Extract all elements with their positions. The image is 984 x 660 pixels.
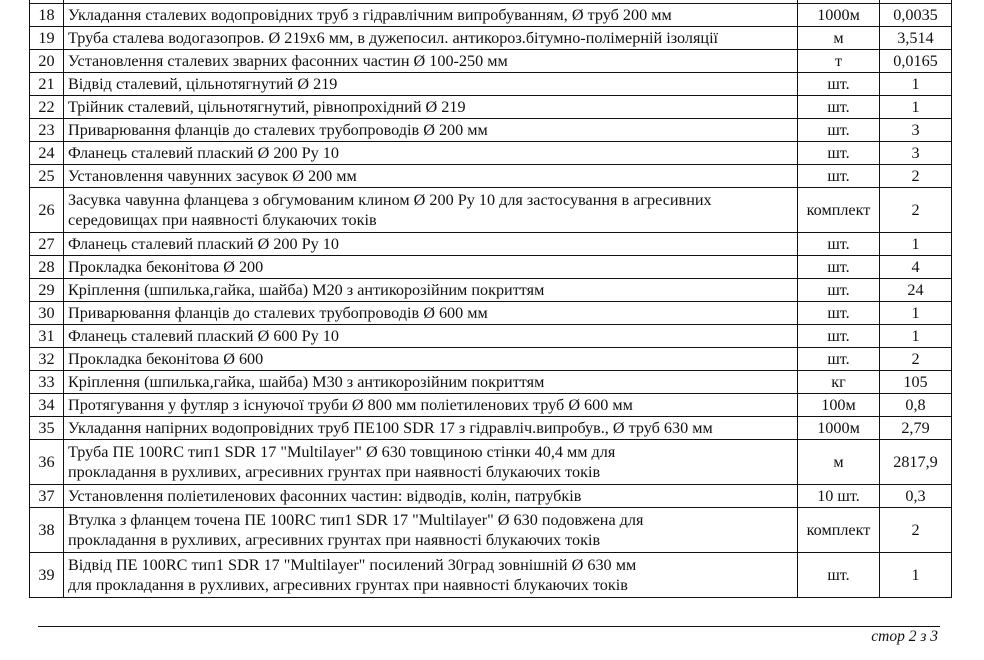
row-quantity: 1 bbox=[880, 302, 952, 325]
row-quantity: 24 bbox=[880, 279, 952, 302]
row-quantity: 0,0035 bbox=[880, 4, 952, 27]
row-number: 21 bbox=[30, 73, 64, 96]
table-row bbox=[30, 394, 952, 417]
row-number: 28 bbox=[30, 256, 64, 279]
row-quantity: 2 bbox=[880, 188, 952, 233]
row-number: 36 bbox=[30, 440, 64, 485]
row-number: 35 bbox=[30, 417, 64, 440]
row-number: 20 bbox=[30, 50, 64, 73]
table-row bbox=[30, 485, 952, 508]
table-row bbox=[30, 508, 952, 553]
row-unit: шт. bbox=[798, 553, 880, 598]
table-row bbox=[30, 188, 952, 233]
row-unit: шт. bbox=[798, 96, 880, 119]
row-description bbox=[64, 50, 798, 73]
row-description bbox=[64, 142, 798, 165]
description-line: для прокладання в рухливих, агресивних грунтах при наявності блукаючих токів bbox=[68, 576, 628, 594]
row-unit: м bbox=[798, 440, 880, 485]
description-line: Установлення поліетиленових фасонних частин: відводів, колін, патрубків bbox=[68, 487, 582, 505]
row-unit: 1000м bbox=[798, 4, 880, 27]
row-description bbox=[64, 233, 798, 256]
description-line: Кріплення (шпилька,гайка, шайба) М20 з антикорозійним покриттям bbox=[68, 281, 545, 299]
row-unit: шт. bbox=[798, 233, 880, 256]
row-number: 30 bbox=[30, 302, 64, 325]
description-line: Укладання сталевих водопровідних труб з гідравлічним випробуванням, Ø труб 200 мм bbox=[68, 6, 672, 24]
row-unit: шт. bbox=[798, 119, 880, 142]
row-description bbox=[64, 302, 798, 325]
table-row bbox=[30, 279, 952, 302]
row-unit: 1000м bbox=[798, 417, 880, 440]
row-number: 34 bbox=[30, 394, 64, 417]
description-line: Установлення чавунних засувок Ø 200 мм bbox=[68, 167, 357, 185]
table-row bbox=[30, 302, 952, 325]
row-description bbox=[64, 348, 798, 371]
table-row bbox=[30, 50, 952, 73]
row-quantity: 2 bbox=[880, 508, 952, 553]
row-quantity: 4 bbox=[880, 256, 952, 279]
table-row bbox=[30, 165, 952, 188]
row-description bbox=[64, 165, 798, 188]
row-quantity: 2,79 bbox=[880, 417, 952, 440]
description-line: Кріплення (шпилька,гайка, шайба) М30 з антикорозійним покриттям bbox=[68, 373, 545, 391]
description-line: середовищах при наявності блукаючих токів bbox=[68, 211, 377, 229]
row-description bbox=[64, 553, 798, 598]
description-line: Трійник сталевий, цільнотягнутий, рівнопрохідний Ø 219 bbox=[68, 98, 466, 116]
row-quantity: 2 bbox=[880, 348, 952, 371]
description-line: Прокладка беконітова Ø 200 bbox=[68, 258, 264, 276]
description-line: Приварювання фланців до сталевих трубопроводів Ø 600 мм bbox=[68, 304, 488, 322]
row-description bbox=[64, 73, 798, 96]
row-unit: т bbox=[798, 50, 880, 73]
row-unit: комплект bbox=[798, 508, 880, 553]
description-line: Установлення сталевих зварних фасонних частин Ø 100-250 мм bbox=[68, 52, 508, 70]
row-description bbox=[64, 371, 798, 394]
row-description bbox=[64, 440, 798, 485]
table-row bbox=[30, 4, 952, 27]
row-number: 38 bbox=[30, 508, 64, 553]
row-description bbox=[64, 27, 798, 50]
table-row bbox=[30, 233, 952, 256]
table-row bbox=[30, 371, 952, 394]
table-row bbox=[30, 142, 952, 165]
row-number: 33 bbox=[30, 371, 64, 394]
row-number: 23 bbox=[30, 119, 64, 142]
row-description bbox=[64, 394, 798, 417]
row-unit: м bbox=[798, 27, 880, 50]
table-row bbox=[30, 417, 952, 440]
description-line: Прокладка беконітова Ø 600 bbox=[68, 350, 264, 368]
row-description bbox=[64, 188, 798, 233]
description-line: Укладання напірних водопровідних труб ПЕ100 SDR 17 з гідравліч.випробув., Ø труб 630 мм bbox=[68, 419, 713, 437]
row-description bbox=[64, 417, 798, 440]
description-line: Труба сталева водогазопров. Ø 219х6 мм, в дужепосил. антикороз.бітумно-полімерній ізоляції bbox=[68, 29, 719, 47]
row-number: 25 bbox=[30, 165, 64, 188]
table-row bbox=[30, 440, 952, 485]
row-unit: шт. bbox=[798, 142, 880, 165]
row-number: 27 bbox=[30, 233, 64, 256]
row-quantity: 1 bbox=[880, 73, 952, 96]
table-row bbox=[30, 325, 952, 348]
description-line: прокладання в рухливих, агресивних грунтах при наявності блукаючих токів bbox=[68, 463, 601, 481]
row-number: 37 bbox=[30, 485, 64, 508]
row-quantity: 105 bbox=[880, 371, 952, 394]
row-quantity: 2 bbox=[880, 165, 952, 188]
row-unit: шт. bbox=[798, 325, 880, 348]
row-description bbox=[64, 279, 798, 302]
row-unit: 10 шт. bbox=[798, 485, 880, 508]
table-row bbox=[30, 553, 952, 598]
row-number: 39 bbox=[30, 553, 64, 598]
specification-table bbox=[29, 0, 952, 598]
row-quantity: 0,8 bbox=[880, 394, 952, 417]
specification-table-body bbox=[30, 0, 952, 598]
row-number: 22 bbox=[30, 96, 64, 119]
row-unit: шт. bbox=[798, 279, 880, 302]
description-line: Засувка чавунна фланцева з обгумованим клином Ø 200 Ру 10 для застосування в агресивних bbox=[68, 191, 712, 209]
table-row bbox=[30, 119, 952, 142]
footer-divider bbox=[38, 626, 940, 627]
description-line: Фланець сталевий плаский Ø 600 Ру 10 bbox=[68, 327, 339, 345]
page-number: стор 2 з 3 bbox=[871, 628, 938, 645]
row-unit: кг bbox=[798, 371, 880, 394]
row-quantity: 1 bbox=[880, 553, 952, 598]
row-quantity: 2817,9 bbox=[880, 440, 952, 485]
row-quantity: 1 bbox=[880, 96, 952, 119]
table-row bbox=[30, 27, 952, 50]
table-row bbox=[30, 256, 952, 279]
row-description bbox=[64, 256, 798, 279]
row-number: 31 bbox=[30, 325, 64, 348]
description-line: Труба ПЕ 100RC тип1 SDR 17 "Multilayer" Ø 630 товщиною стінки 40,4 мм для bbox=[68, 443, 616, 461]
row-description bbox=[64, 485, 798, 508]
description-line: Відвід сталевий, цільнотягнутий Ø 219 bbox=[68, 75, 338, 93]
table-row bbox=[30, 96, 952, 119]
row-description bbox=[64, 508, 798, 553]
row-number: 18 bbox=[30, 4, 64, 27]
row-unit: шт. bbox=[798, 165, 880, 188]
table-row bbox=[30, 348, 952, 371]
row-number: 19 bbox=[30, 27, 64, 50]
row-description bbox=[64, 325, 798, 348]
row-unit: шт. bbox=[798, 302, 880, 325]
table-row bbox=[30, 73, 952, 96]
row-quantity: 3,514 bbox=[880, 27, 952, 50]
description-line: Відвід ПЕ 100RC тип1 SDR 17 "Multilayer" посилений 30град зовнішній Ø 630 мм bbox=[68, 556, 637, 574]
row-unit: шт. bbox=[798, 73, 880, 96]
row-quantity: 0,3 bbox=[880, 485, 952, 508]
row-number: 24 bbox=[30, 142, 64, 165]
row-description bbox=[64, 96, 798, 119]
row-quantity: 3 bbox=[880, 142, 952, 165]
description-line: Фланець сталевий плаский Ø 200 Ру 10 bbox=[68, 235, 339, 253]
row-quantity: 1 bbox=[880, 325, 952, 348]
row-unit: шт. bbox=[798, 348, 880, 371]
description-line: Фланець сталевий плаский Ø 200 Ру 10 bbox=[68, 144, 339, 162]
row-unit: шт. bbox=[798, 256, 880, 279]
row-unit: 100м bbox=[798, 394, 880, 417]
description-line: Приварювання фланців до сталевих трубопроводів Ø 200 мм bbox=[68, 121, 488, 139]
row-quantity: 1 bbox=[880, 233, 952, 256]
row-description bbox=[64, 119, 798, 142]
row-quantity: 3 bbox=[880, 119, 952, 142]
row-description bbox=[64, 4, 798, 27]
description-line: Втулка з фланцем точена ПЕ 100RC тип1 SDR 17 "Multilayer" Ø 630 подовжена для bbox=[68, 511, 644, 529]
row-quantity: 0,0165 bbox=[880, 50, 952, 73]
description-line: прокладання в рухливих, агресивних грунтах при наявності блукаючих токів bbox=[68, 531, 601, 549]
row-number: 32 bbox=[30, 348, 64, 371]
row-unit: комплект bbox=[798, 188, 880, 233]
row-number: 26 bbox=[30, 188, 64, 233]
description-line: Протягування у футляр з існуючої труби Ø 800 мм поліетиленових труб Ø 600 мм bbox=[68, 396, 633, 414]
row-number: 29 bbox=[30, 279, 64, 302]
